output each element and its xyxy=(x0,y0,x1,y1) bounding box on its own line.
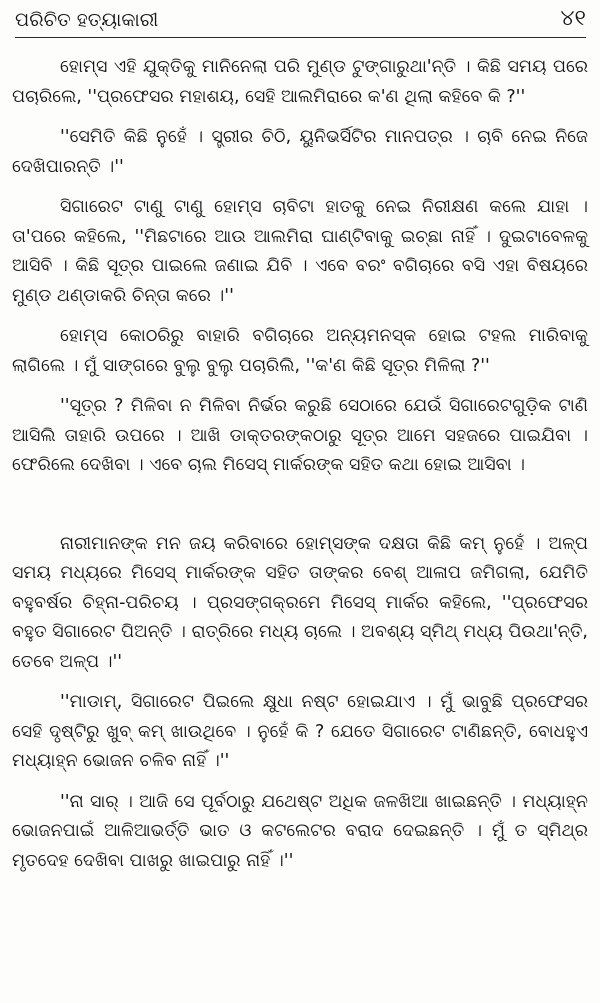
paragraph-2: ''ସେମିତି କିଛି ନୁହେଁ । ସ୍ତ୍ରୀର ଚିଠି, ୟୁନିଭର୍ସିଟିର ମାନପତ୍ର । ଚାବି ନେଇ ନିଜେ ଦେଖିପାରନ୍ତି ।'' xyxy=(12,127,588,177)
page-body xyxy=(12,53,588,887)
paragraph-6: ନାରୀମାନଙ୍କ ମନ ଜୟ କରିବାରେ ହୋମ୍‌ସଙ୍କ ଦକ୍ଷତା କିଛି କମ୍ ନୁହେଁ । ଅଳ୍ପ ସମୟ ମଧ୍ୟରେ ମିସେସ୍ ମାର୍କରଙ୍କ ସହିତ ତାଙ୍କର ବେଶ୍ ଆଳାପ ଜମିଗଲା, ଯେମିତି ବହୁବର୍ଷର ଚିହ୍ନା-ପରିଚୟ । ପ୍ରସଙ୍ଗକ୍ରମେ ମିସେସ୍ ମାର୍କର କହିଲେ, ''ପ୍ରଫେସର ବହୁତ ସିଗାରେଟ ପିଅନ୍ତି । ରାତ୍ରିରେ ମଧ୍ୟ ଚାଲେ । ଅବଶ୍ୟ ସ୍ମିଥ୍ ମଧ୍ୟ ପିଉଥା'ନ୍ତି, ତେବେ ଅଳ୍ପ ।'' xyxy=(12,533,588,672)
paragraph-7: ''ମାଡାମ୍, ସିଗାରେଟ ପିଇଲେ କ୍ଷୁଧା ନଷ୍ଟ ହୋଇଯାଏ । ମୁଁ ଭାବୁଛି ପ୍ରଫେସର ସେହି ଦୃଷ୍ଟିରୁ ଖୁବ୍ କମ୍ ଖାଉଥିବେ । ନୁହେଁ କି ? ଯେତେ ସିଗାରେଟ ଟାଣିଛନ୍ତି, ବୋଧହୁଏ ମଧ୍ୟାହ୍ନ ଭୋଜନ ଚଳିବ ନାହିଁ ।'' xyxy=(12,692,588,771)
paragraph-4: ହୋମ୍‌ସ କୋଠରିରୁ ବାହାରି ବଗିଚାରେ ଅନ୍ୟମନସ୍କ ହୋଇ ଟହଲ ମାରିବାକୁ ଲାଗିଲେ । ମୁଁ ସାଙ୍ଗରେ ବୁଲୁ ବୁଲୁ ପଚାରିଲି, ''କ'ଣ କିଛି ସୂତ୍ର ମିଳିଲା ?'' xyxy=(12,326,588,376)
page-number: ୪୧ xyxy=(560,6,586,31)
scene-break xyxy=(12,492,588,530)
page-header xyxy=(15,4,586,38)
paragraph-8: ''ନା ସାର୍ । ଆଜି ସେ ପୂର୍ବଠାରୁ ଯଥେଷ୍ଟ ଅଧିକ ଜଳଖିଆ ଖାଇଛନ୍ତି । ମଧ୍ୟାହ୍ନ ଭୋଜନପାଇଁ ଆଳିଆଭର୍ତ୍ତି ଭାତ ଓ କଟଲେଟର ବରାଦ ଦେଇଛନ୍ତି । ମୁଁ ତ ସ୍ମିଥ୍‌ର ମୃତଦେହ ଦେଖିବା ପାଖରୁ ଖାଇପାରୁ ନାହିଁ ।'' xyxy=(12,791,588,871)
running-title: ପରିଚିତ ହତ୍ୟାକାରୀ xyxy=(15,9,159,31)
paragraph-1: ହୋମ୍‌ସ ଏହି ଯୁକ୍ତିକୁ ମାନିନେଲା ପରି ମୁଣ୍ଡ ଟୁଙ୍ଗାରୁଥା'ନ୍ତି । କିଛି ସମୟ ପରେ ପଚାରିଲେ, ''ପ୍ରଫେସର ମହାଶୟ, ସେହି ଆଲମିରାରେ କ'ଣ ଥିଲା କହିବେ କି ?'' xyxy=(12,57,588,107)
paragraph-5: ''ସୂତ୍ର ? ମିଳିବା ନ ମିଳିବା ନିର୍ଭର କରୁଛି ସେଠାରେ ଯେଉଁ ସିଗାରେଟଗୁଡ଼ିକ ଟାଣି ଆସିଲି ତାହାରି ଉପରେ । ଆଖି ଡାକ୍ତରଙ୍କଠାରୁ ସୂତ୍ର ଆମେ ସହଜରେ ପାଇଯିବା । ଫେରିଲେ ଦେଖିବା । ଏବେ ଚାଲ ମିସେସ୍ ମାର୍କରଙ୍କ ସହିତ କଥା ହୋଇ ଆସିବା । xyxy=(12,396,588,475)
paragraph-3: ସିଗାରେଟ ଟାଣୁ ଟାଣୁ ହୋମ୍‌ସ ଚାବିଟା ହାତକୁ ନେଇ ନିରୀକ୍ଷଣ କଲେ ଯାହା । ତା'ପରେ କହିଲେ, ''ମିଛଟାରେ ଆଉ ଆଲମିରା ଘାଣ୍ଟିବାକୁ ଇଚ୍ଛା ନାହିଁ । ଦୁଇଟାବେଳକୁ ଆସିବି । କିଛି ସୂତ୍ର ପାଇଲେ ଜଣାଇ ଯିବି । ଏବେ ବରଂ ବଗିଚାରେ ବସି ଏହା ବିଷୟରେ ମୁଣ୍ଡ ଥଣ୍ଡାକରି ଚିନ୍ତା କରେ ।'' xyxy=(12,197,588,306)
header-rule xyxy=(15,37,586,38)
